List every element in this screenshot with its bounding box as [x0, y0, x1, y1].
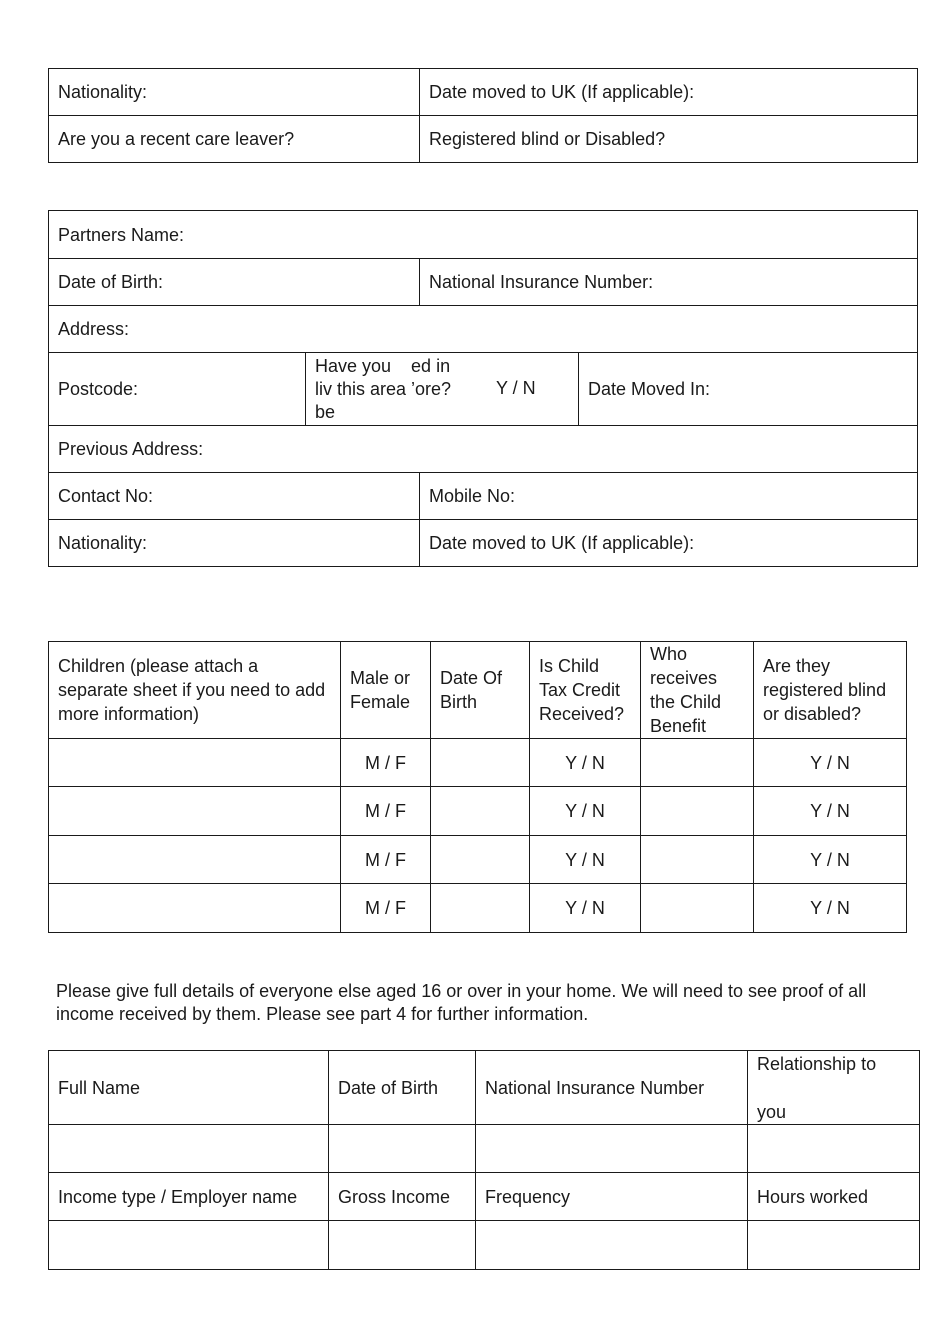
care-leaver-field[interactable]: Are you a recent care leaver? [49, 116, 420, 163]
child-tax-credit-choice[interactable]: Y / N [530, 739, 641, 787]
header-ni-number: National Insurance Number [476, 1051, 748, 1125]
lived-yn-choice[interactable]: Y / N [496, 378, 536, 398]
child-sex-choice[interactable]: M / F [341, 836, 431, 884]
occupant-dob-cell[interactable] [329, 1125, 476, 1173]
partner-postcode-field[interactable]: Postcode: [49, 353, 306, 426]
occupant-relationship-cell[interactable] [748, 1125, 920, 1173]
occupant-income-type-cell[interactable] [49, 1221, 329, 1270]
partner-date-moved-uk-field[interactable]: Date moved to UK (If applicable): [420, 520, 918, 567]
child-name-cell[interactable] [49, 836, 341, 884]
table-row [49, 884, 907, 933]
partner-dob-field[interactable]: Date of Birth: [49, 259, 420, 306]
occupant-hours-cell[interactable] [748, 1221, 920, 1270]
date-moved-in-field[interactable]: Date Moved In: [579, 353, 918, 426]
partner-name-field[interactable]: Partners Name: [49, 211, 918, 259]
child-benefit-cell[interactable] [641, 836, 754, 884]
applicant-details-table [48, 68, 918, 163]
header-full-name: Full Name [49, 1051, 329, 1125]
partner-address-field[interactable]: Address: [49, 306, 918, 353]
child-tax-credit-choice[interactable]: Y / N [530, 787, 641, 836]
other-occupants-table [48, 1050, 920, 1270]
children-header-dob: Date Of Birth [431, 642, 530, 739]
child-dob-cell[interactable] [431, 739, 530, 787]
children-header-benefit: Who receives the Child Benefit [641, 642, 754, 739]
partner-details-table [48, 210, 918, 567]
mobile-no-field[interactable]: Mobile No: [420, 473, 918, 520]
lived-in-area-question[interactable] [306, 353, 579, 426]
child-benefit-cell[interactable] [641, 884, 754, 933]
child-name-cell[interactable] [49, 739, 341, 787]
children-header-name: Children (please attach a separate sheet if you need to add more information) [49, 642, 341, 739]
lived-line-3: be [315, 401, 336, 422]
lived-line-1: Have you ed in [315, 355, 451, 376]
header-dob: Date of Birth [329, 1051, 476, 1125]
occupant-frequency-cell[interactable] [476, 1221, 748, 1270]
other-occupants-intro: Please give full details of everyone else aged 16 or over in your home. We will need to see proof of all income received by them. Please see part 4 for further information. [56, 981, 867, 1024]
partner-ni-field[interactable]: National Insurance Number: [420, 259, 918, 306]
table-row [49, 787, 907, 836]
nationality-field[interactable]: Nationality: [49, 69, 420, 116]
previous-address-field[interactable]: Previous Address: [49, 426, 918, 473]
relationship-line-1: Relationship to [757, 1054, 877, 1074]
header-income-type: Income type / Employer name [49, 1173, 329, 1221]
occupant-name-cell[interactable] [49, 1125, 329, 1173]
table-row [49, 739, 907, 787]
child-name-cell[interactable] [49, 787, 341, 836]
child-disabled-choice[interactable]: Y / N [754, 836, 907, 884]
child-dob-cell[interactable] [431, 836, 530, 884]
header-relationship [748, 1051, 920, 1125]
child-disabled-choice[interactable]: Y / N [754, 787, 907, 836]
registered-blind-field[interactable]: Registered blind or Disabled? [420, 116, 918, 163]
lived-line-2: liv this area ’ore? [315, 378, 452, 399]
partner-nationality-field[interactable]: Nationality: [49, 520, 420, 567]
child-name-cell[interactable] [49, 884, 341, 933]
header-gross-income: Gross Income [329, 1173, 476, 1221]
children-header-disabled: Are they registered blind or disabled? [754, 642, 907, 739]
header-frequency: Frequency [476, 1173, 748, 1221]
child-tax-credit-choice[interactable]: Y / N [530, 836, 641, 884]
child-disabled-choice[interactable]: Y / N [754, 739, 907, 787]
contact-no-field[interactable]: Contact No: [49, 473, 420, 520]
children-header-sex: Male or Female [341, 642, 431, 739]
child-tax-credit-choice[interactable]: Y / N [530, 884, 641, 933]
child-disabled-choice[interactable]: Y / N [754, 884, 907, 933]
date-moved-uk-field[interactable]: Date moved to UK (If applicable): [420, 69, 918, 116]
table-row [49, 1125, 920, 1173]
child-benefit-cell[interactable] [641, 739, 754, 787]
table-row [49, 836, 907, 884]
child-dob-cell[interactable] [431, 884, 530, 933]
child-benefit-cell[interactable] [641, 787, 754, 836]
child-sex-choice[interactable]: M / F [341, 739, 431, 787]
children-table [48, 641, 907, 933]
child-sex-choice[interactable]: M / F [341, 787, 431, 836]
child-sex-choice[interactable]: M / F [341, 884, 431, 933]
occupant-gross-income-cell[interactable] [329, 1221, 476, 1270]
occupant-ni-cell[interactable] [476, 1125, 748, 1173]
header-hours-worked: Hours worked [748, 1173, 920, 1221]
table-row [49, 1221, 920, 1270]
relationship-line-2: you [757, 1102, 787, 1122]
child-dob-cell[interactable] [431, 787, 530, 836]
children-header-tax-credit: Is Child Tax Credit Received? [530, 642, 641, 739]
